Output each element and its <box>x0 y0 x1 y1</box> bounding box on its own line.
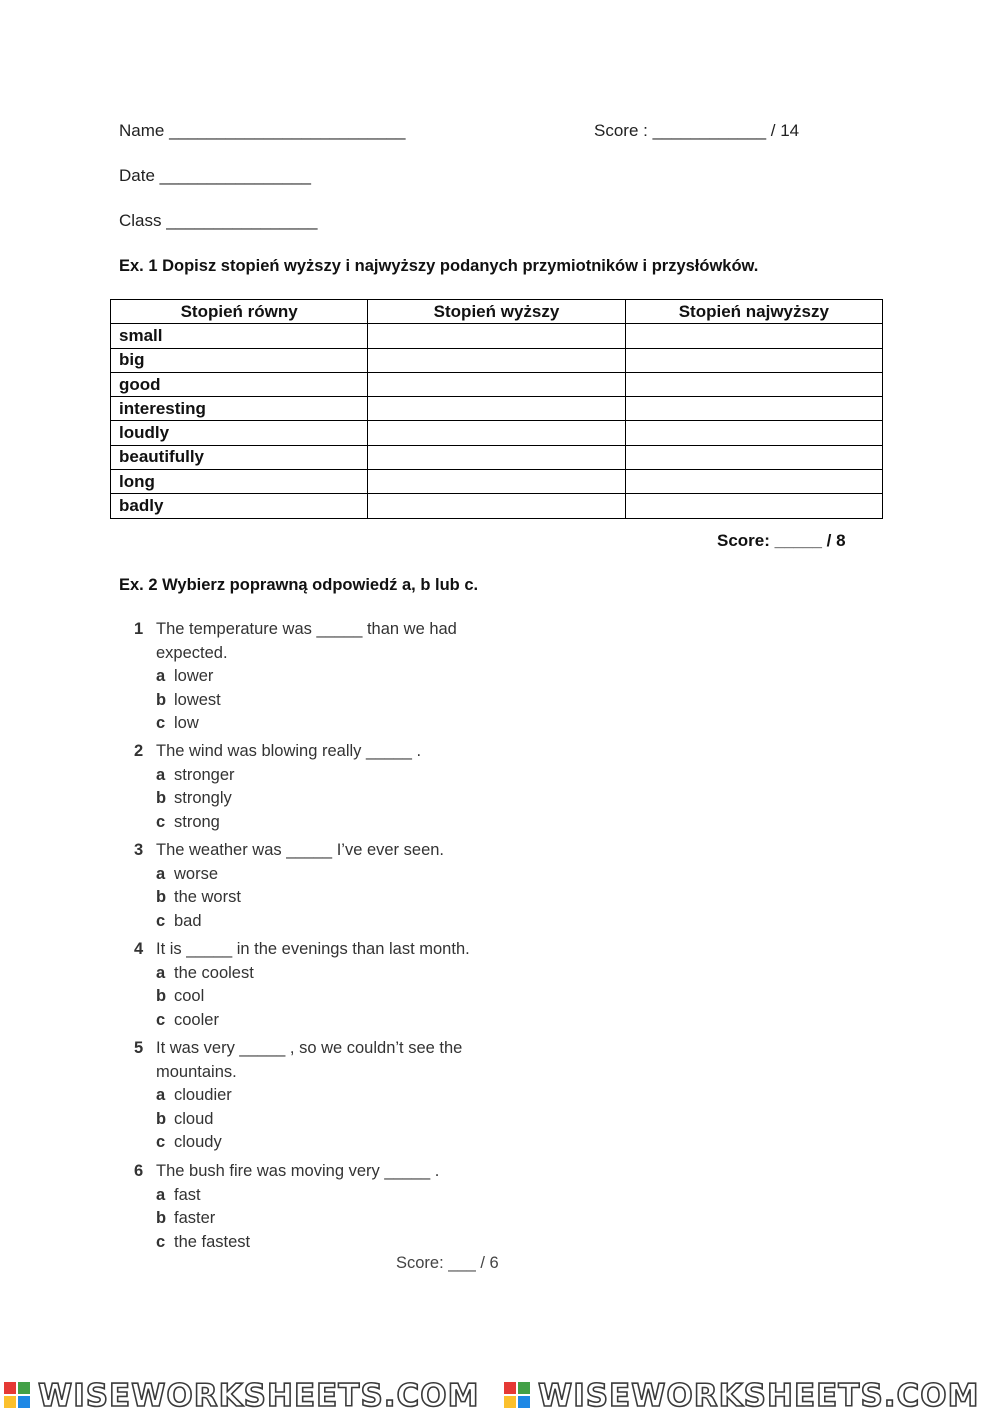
answer-option[interactable] <box>156 1009 514 1033</box>
option-letter: a <box>156 1185 166 1204</box>
column-header: Stopień najwyższy <box>625 300 882 324</box>
answer-option[interactable] <box>156 1084 514 1108</box>
question-stem: It is _____ in the evenings than last month. <box>156 940 470 958</box>
question-number: 5 <box>134 1039 144 1057</box>
ex1-score: Score: _____ / 8 <box>717 531 846 550</box>
answer-option[interactable] <box>156 764 514 788</box>
option-letter: c <box>156 714 166 733</box>
table-header-row <box>111 300 883 324</box>
answer-option[interactable] <box>156 985 514 1009</box>
option-text: bad <box>174 911 202 930</box>
base-word-cell: small <box>111 324 368 348</box>
question-number: 1 <box>134 620 144 638</box>
option-text: the coolest <box>174 963 254 982</box>
answer-option[interactable] <box>156 1108 514 1132</box>
question-number: 6 <box>134 1162 144 1180</box>
option-text: the fastest <box>174 1232 251 1251</box>
table-row <box>111 494 883 518</box>
option-letter: a <box>156 667 166 686</box>
question-number: 3 <box>134 841 144 859</box>
degrees-table <box>110 299 883 519</box>
option-letter: b <box>156 789 167 808</box>
base-word-cell: big <box>111 348 368 372</box>
option-text: faster <box>174 1209 216 1228</box>
option-text: strong <box>174 812 220 831</box>
question-stem: The wind was blowing really _____ . <box>156 742 422 760</box>
answer-option[interactable] <box>156 962 514 986</box>
superlative-answer-cell[interactable] <box>625 397 882 421</box>
option-text: fast <box>174 1185 201 1204</box>
option-text: lower <box>174 667 214 686</box>
ex2-score: Score: ___ / 6 <box>396 1254 499 1272</box>
option-text: cloud <box>174 1109 214 1128</box>
table-row <box>111 348 883 372</box>
option-letter: b <box>156 888 167 907</box>
date-field[interactable]: Date ________________ <box>119 166 311 185</box>
option-letter: c <box>156 812 166 831</box>
superlative-answer-cell[interactable] <box>625 445 882 469</box>
class-field[interactable]: Class ________________ <box>119 211 318 230</box>
answer-option[interactable] <box>156 712 514 736</box>
comparative-answer-cell[interactable] <box>368 397 625 421</box>
base-word-cell: beautifully <box>111 445 368 469</box>
base-word-cell: interesting <box>111 397 368 421</box>
table-row <box>111 470 883 494</box>
option-text: the worst <box>174 888 241 907</box>
option-text: worse <box>174 864 219 883</box>
base-word-cell: loudly <box>111 421 368 445</box>
base-word-cell: badly <box>111 494 368 518</box>
comparative-answer-cell[interactable] <box>368 372 625 396</box>
comparative-answer-cell[interactable] <box>368 494 625 518</box>
ex2-title: Ex. 2 Wybierz poprawną odpowiedź a, b lub c. <box>119 576 479 594</box>
total-score-field[interactable]: Score : ____________ / 14 <box>594 121 800 140</box>
option-text: low <box>174 714 199 733</box>
answer-option[interactable] <box>156 1231 514 1255</box>
answer-option[interactable] <box>156 787 514 811</box>
option-letter: c <box>156 1010 166 1029</box>
question-number: 2 <box>134 742 144 760</box>
brand-text: WISEWORKSHEETS.COM <box>38 1378 480 1414</box>
answer-option[interactable] <box>156 910 514 934</box>
table-row <box>111 421 883 445</box>
brand-watermark <box>0 1378 1000 1412</box>
brand-logo-icon <box>4 1382 32 1410</box>
option-text: cloudier <box>174 1086 232 1105</box>
answer-option[interactable] <box>156 1184 514 1208</box>
option-letter: a <box>156 864 166 883</box>
answer-option[interactable] <box>156 665 514 689</box>
answer-option[interactable] <box>156 811 514 835</box>
option-text: cloudy <box>174 1133 222 1152</box>
option-text: cool <box>174 987 205 1006</box>
option-letter: c <box>156 1232 166 1251</box>
brand-text: WISEWORKSHEETS.COM <box>538 1378 980 1414</box>
superlative-answer-cell[interactable] <box>625 470 882 494</box>
option-letter: b <box>156 987 167 1006</box>
option-text: cooler <box>174 1010 219 1029</box>
question-stem: It was very _____ , so we couldn’t see the mountains. <box>156 1039 463 1081</box>
answer-option[interactable] <box>156 886 514 910</box>
superlative-answer-cell[interactable] <box>625 324 882 348</box>
table-row <box>111 445 883 469</box>
table-row <box>111 324 883 348</box>
question-item <box>134 618 514 736</box>
question-stem: The weather was _____ I’ve ever seen. <box>156 841 445 859</box>
question-number: 4 <box>134 940 144 958</box>
comparative-answer-cell[interactable] <box>368 348 625 372</box>
option-text: lowest <box>174 690 221 709</box>
option-letter: a <box>156 1086 166 1105</box>
column-header: Stopień równy <box>111 300 368 324</box>
superlative-answer-cell[interactable] <box>625 421 882 445</box>
comparative-answer-cell[interactable] <box>368 421 625 445</box>
question-item <box>134 1037 514 1155</box>
question-item <box>134 938 514 1032</box>
question-item <box>134 1160 514 1254</box>
option-letter: c <box>156 911 166 930</box>
answer-option[interactable] <box>156 689 514 713</box>
question-item <box>134 740 514 834</box>
option-letter: b <box>156 1209 167 1228</box>
option-letter: a <box>156 765 166 784</box>
option-text: strongly <box>174 789 232 808</box>
brand-logo-icon <box>504 1382 532 1410</box>
name-field[interactable]: Name _________________________ <box>119 121 406 140</box>
answer-option[interactable] <box>156 863 514 887</box>
table-row <box>111 372 883 396</box>
comparative-answer-cell[interactable] <box>368 445 625 469</box>
option-letter: b <box>156 1109 167 1128</box>
question-stem: The bush fire was moving very _____ . <box>156 1162 440 1180</box>
question-stem: The temperature was _____ than we had expected. <box>156 620 457 662</box>
base-word-cell: long <box>111 470 368 494</box>
superlative-answer-cell[interactable] <box>625 372 882 396</box>
superlative-answer-cell[interactable] <box>625 348 882 372</box>
option-text: stronger <box>174 765 235 784</box>
base-word-cell: good <box>111 372 368 396</box>
question-item <box>134 839 514 933</box>
comparative-answer-cell[interactable] <box>368 324 625 348</box>
ex1-title: Ex. 1 Dopisz stopień wyższy i najwyższy podanych przymiotników i przysłówków. <box>119 257 759 275</box>
comparative-answer-cell[interactable] <box>368 470 625 494</box>
option-letter: b <box>156 690 167 709</box>
table-row <box>111 397 883 421</box>
superlative-answer-cell[interactable] <box>625 494 882 518</box>
option-letter: a <box>156 963 166 982</box>
column-header: Stopień wyższy <box>368 300 625 324</box>
answer-option[interactable] <box>156 1207 514 1231</box>
option-letter: c <box>156 1133 166 1152</box>
answer-option[interactable] <box>156 1131 514 1155</box>
